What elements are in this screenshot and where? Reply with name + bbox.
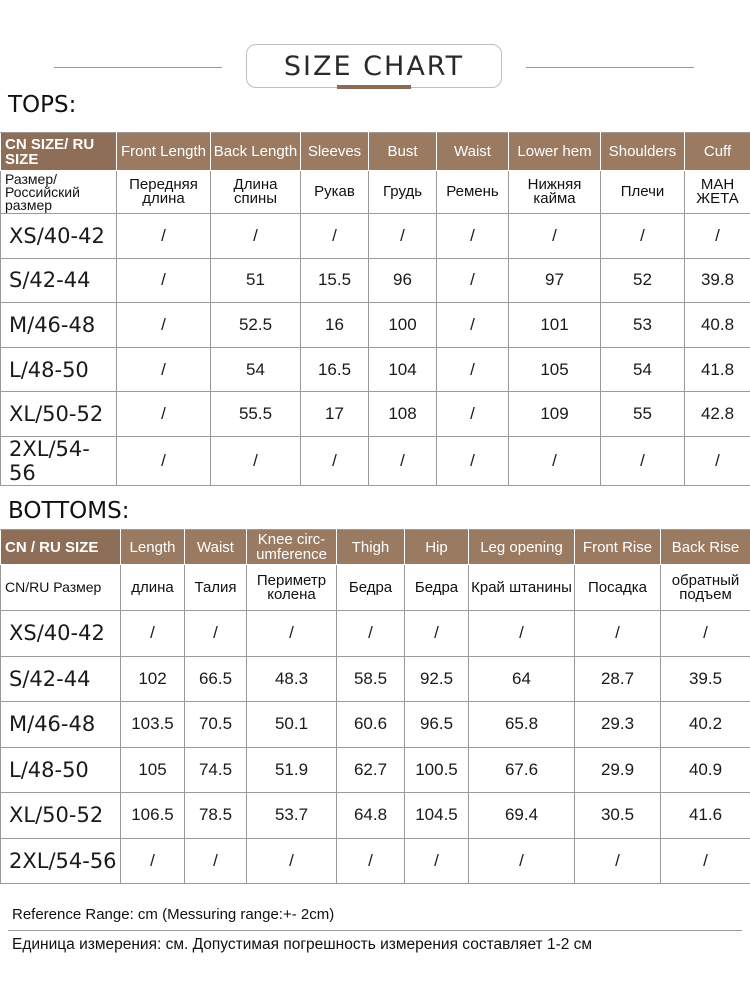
value-cell: / xyxy=(509,214,601,259)
value-cell: 42.8 xyxy=(685,392,750,437)
header-row xyxy=(1,530,750,565)
value-cell: 15.5 xyxy=(301,258,369,303)
ru-header-row xyxy=(1,171,750,214)
column-header: Leg opening xyxy=(469,530,575,565)
value-cell: 48.3 xyxy=(247,656,337,702)
table-row xyxy=(1,436,750,485)
value-cell: / xyxy=(437,303,509,348)
column-header: Thigh xyxy=(337,530,405,565)
column-header: Front Rise xyxy=(575,530,661,565)
table-row xyxy=(1,656,750,702)
value-cell: 60.6 xyxy=(337,702,405,748)
value-cell: 65.8 xyxy=(469,702,575,748)
ru-column-header: Периметр колена xyxy=(247,565,337,611)
header-rule-left xyxy=(54,67,222,68)
value-cell: 40.9 xyxy=(661,747,750,793)
reference-note-ru: Единица измерения: см. Допустимая погрешность измерения составляет 1-2 см xyxy=(12,936,593,953)
value-cell: 104.5 xyxy=(405,793,469,839)
value-cell: / xyxy=(469,611,575,657)
value-cell: 41.6 xyxy=(661,793,750,839)
value-cell: 67.6 xyxy=(469,747,575,793)
value-cell: 92.5 xyxy=(405,656,469,702)
table-row xyxy=(1,611,750,657)
size-cell: XL/50-52 xyxy=(1,793,121,839)
value-cell: 70.5 xyxy=(185,702,247,748)
ru-column-header: длина xyxy=(121,565,185,611)
table-row xyxy=(1,214,750,259)
value-cell: 78.5 xyxy=(185,793,247,839)
column-header: Waist xyxy=(185,530,247,565)
value-cell: / xyxy=(369,436,437,485)
title-underline xyxy=(337,85,411,89)
value-cell: / xyxy=(405,611,469,657)
value-cell: 40.2 xyxy=(661,702,750,748)
chart-header xyxy=(0,40,750,96)
value-cell: / xyxy=(575,611,661,657)
value-cell: 106.5 xyxy=(121,793,185,839)
size-cell: 2XL/54-56 xyxy=(1,838,121,884)
ru-column-header: Передняя длина xyxy=(117,171,211,214)
value-cell: 54 xyxy=(211,347,301,392)
size-cell: M/46-48 xyxy=(1,303,117,348)
value-cell: / xyxy=(369,214,437,259)
ru-column-header: Плечи xyxy=(601,171,685,214)
value-cell: / xyxy=(685,214,750,259)
value-cell: / xyxy=(185,611,247,657)
value-cell: 100 xyxy=(369,303,437,348)
table-row xyxy=(1,303,750,348)
size-cell: XS/40-42 xyxy=(1,214,117,259)
table-row xyxy=(1,838,750,884)
size-cell: L/48-50 xyxy=(1,347,117,392)
value-cell: / xyxy=(121,611,185,657)
value-cell: / xyxy=(405,838,469,884)
value-cell: / xyxy=(211,436,301,485)
size-cell: XS/40-42 xyxy=(1,611,121,657)
value-cell: 105 xyxy=(509,347,601,392)
size-cell: M/46-48 xyxy=(1,702,121,748)
value-cell: 30.5 xyxy=(575,793,661,839)
value-cell: / xyxy=(117,347,211,392)
value-cell: / xyxy=(685,436,750,485)
value-cell: / xyxy=(575,838,661,884)
column-header: CN / RU SIZE xyxy=(1,530,121,565)
header-rule-right xyxy=(526,67,694,68)
ru-column-header: CN/RU Размер xyxy=(1,565,121,611)
value-cell: / xyxy=(601,214,685,259)
value-cell: / xyxy=(117,258,211,303)
value-cell: / xyxy=(121,838,185,884)
value-cell: / xyxy=(301,214,369,259)
value-cell: 96.5 xyxy=(405,702,469,748)
value-cell: 53.7 xyxy=(247,793,337,839)
value-cell: 109 xyxy=(509,392,601,437)
value-cell: / xyxy=(661,838,750,884)
value-cell: / xyxy=(301,436,369,485)
value-cell: / xyxy=(247,611,337,657)
column-header: Knee circ- umference xyxy=(247,530,337,565)
note-divider xyxy=(8,930,742,931)
ru-column-header: Длина спины xyxy=(211,171,301,214)
value-cell: 66.5 xyxy=(185,656,247,702)
ru-column-header: обратный подъем xyxy=(661,565,750,611)
ru-column-header: Рукав xyxy=(301,171,369,214)
value-cell: 29.3 xyxy=(575,702,661,748)
column-header: Back Rise xyxy=(661,530,750,565)
value-cell: 74.5 xyxy=(185,747,247,793)
size-cell: XL/50-52 xyxy=(1,392,117,437)
value-cell: 50.1 xyxy=(247,702,337,748)
value-cell: 64.8 xyxy=(337,793,405,839)
column-header: Hip xyxy=(405,530,469,565)
title-box xyxy=(246,44,502,88)
value-cell: 39.5 xyxy=(661,656,750,702)
ru-column-header: Грудь xyxy=(369,171,437,214)
column-header: Length xyxy=(121,530,185,565)
value-cell: 96 xyxy=(369,258,437,303)
column-header: CN SIZE/ RU SIZE xyxy=(1,133,117,171)
value-cell: 100.5 xyxy=(405,747,469,793)
value-cell: / xyxy=(437,258,509,303)
value-cell: 108 xyxy=(369,392,437,437)
ru-header-row xyxy=(1,565,750,611)
value-cell: 41.8 xyxy=(685,347,750,392)
value-cell: / xyxy=(437,214,509,259)
value-cell: 55 xyxy=(601,392,685,437)
value-cell: 104 xyxy=(369,347,437,392)
ru-column-header: Ремень xyxy=(437,171,509,214)
column-header: Back Length xyxy=(211,133,301,171)
value-cell: / xyxy=(247,838,337,884)
table-row xyxy=(1,793,750,839)
value-cell: 55.5 xyxy=(211,392,301,437)
size-cell: S/42-44 xyxy=(1,656,121,702)
value-cell: / xyxy=(469,838,575,884)
value-cell: / xyxy=(437,392,509,437)
bottoms-size-table xyxy=(0,529,750,884)
column-header: Cuff xyxy=(685,133,750,171)
value-cell: / xyxy=(661,611,750,657)
value-cell: 17 xyxy=(301,392,369,437)
value-cell: 52 xyxy=(601,258,685,303)
value-cell: 103.5 xyxy=(121,702,185,748)
value-cell: / xyxy=(437,347,509,392)
column-header: Front Length xyxy=(117,133,211,171)
value-cell: / xyxy=(601,436,685,485)
value-cell: / xyxy=(117,436,211,485)
column-header: Waist xyxy=(437,133,509,171)
value-cell: / xyxy=(117,392,211,437)
value-cell: 102 xyxy=(121,656,185,702)
value-cell: 51 xyxy=(211,258,301,303)
reference-note: Reference Range: cm (Messuring range:+- 2cm) xyxy=(12,906,335,923)
table-row xyxy=(1,347,750,392)
value-cell: 54 xyxy=(601,347,685,392)
ru-column-header: Посадка xyxy=(575,565,661,611)
ru-column-header: Талия xyxy=(185,565,247,611)
value-cell: 101 xyxy=(509,303,601,348)
value-cell: 40.8 xyxy=(685,303,750,348)
ru-column-header: Край штанины xyxy=(469,565,575,611)
table-row xyxy=(1,747,750,793)
value-cell: 16 xyxy=(301,303,369,348)
ru-column-header: МАН ЖЕТА xyxy=(685,171,750,214)
size-cell: 2XL/54-56 xyxy=(1,436,117,485)
value-cell: 58.5 xyxy=(337,656,405,702)
value-cell: 28.7 xyxy=(575,656,661,702)
value-cell: / xyxy=(509,436,601,485)
ru-column-header: Бедра xyxy=(337,565,405,611)
value-cell: 39.8 xyxy=(685,258,750,303)
value-cell: 69.4 xyxy=(469,793,575,839)
value-cell: 29.9 xyxy=(575,747,661,793)
value-cell: 97 xyxy=(509,258,601,303)
column-header: Sleeves xyxy=(301,133,369,171)
size-cell: S/42-44 xyxy=(1,258,117,303)
value-cell: / xyxy=(211,214,301,259)
column-header: Shoulders xyxy=(601,133,685,171)
tops-label: TOPS: xyxy=(8,92,77,118)
value-cell: / xyxy=(185,838,247,884)
size-cell: L/48-50 xyxy=(1,747,121,793)
value-cell: / xyxy=(337,838,405,884)
value-cell: 105 xyxy=(121,747,185,793)
value-cell: 53 xyxy=(601,303,685,348)
column-header: Lower hem xyxy=(509,133,601,171)
value-cell: 64 xyxy=(469,656,575,702)
value-cell: / xyxy=(117,303,211,348)
header-row xyxy=(1,133,750,171)
value-cell: / xyxy=(337,611,405,657)
ru-column-header: Нижняя кайма xyxy=(509,171,601,214)
bottoms-label: BOTTOMS: xyxy=(8,498,130,524)
value-cell: 52.5 xyxy=(211,303,301,348)
page-title: SIZE CHART xyxy=(283,50,465,82)
table-row xyxy=(1,392,750,437)
value-cell: 16.5 xyxy=(301,347,369,392)
ru-column-header: Бедра xyxy=(405,565,469,611)
value-cell: 51.9 xyxy=(247,747,337,793)
table-row xyxy=(1,702,750,748)
tops-size-table xyxy=(0,132,750,486)
value-cell: / xyxy=(437,436,509,485)
value-cell: / xyxy=(117,214,211,259)
ru-column-header: Размер/ Российский размер xyxy=(1,171,117,214)
value-cell: 62.7 xyxy=(337,747,405,793)
column-header: Bust xyxy=(369,133,437,171)
table-row xyxy=(1,258,750,303)
